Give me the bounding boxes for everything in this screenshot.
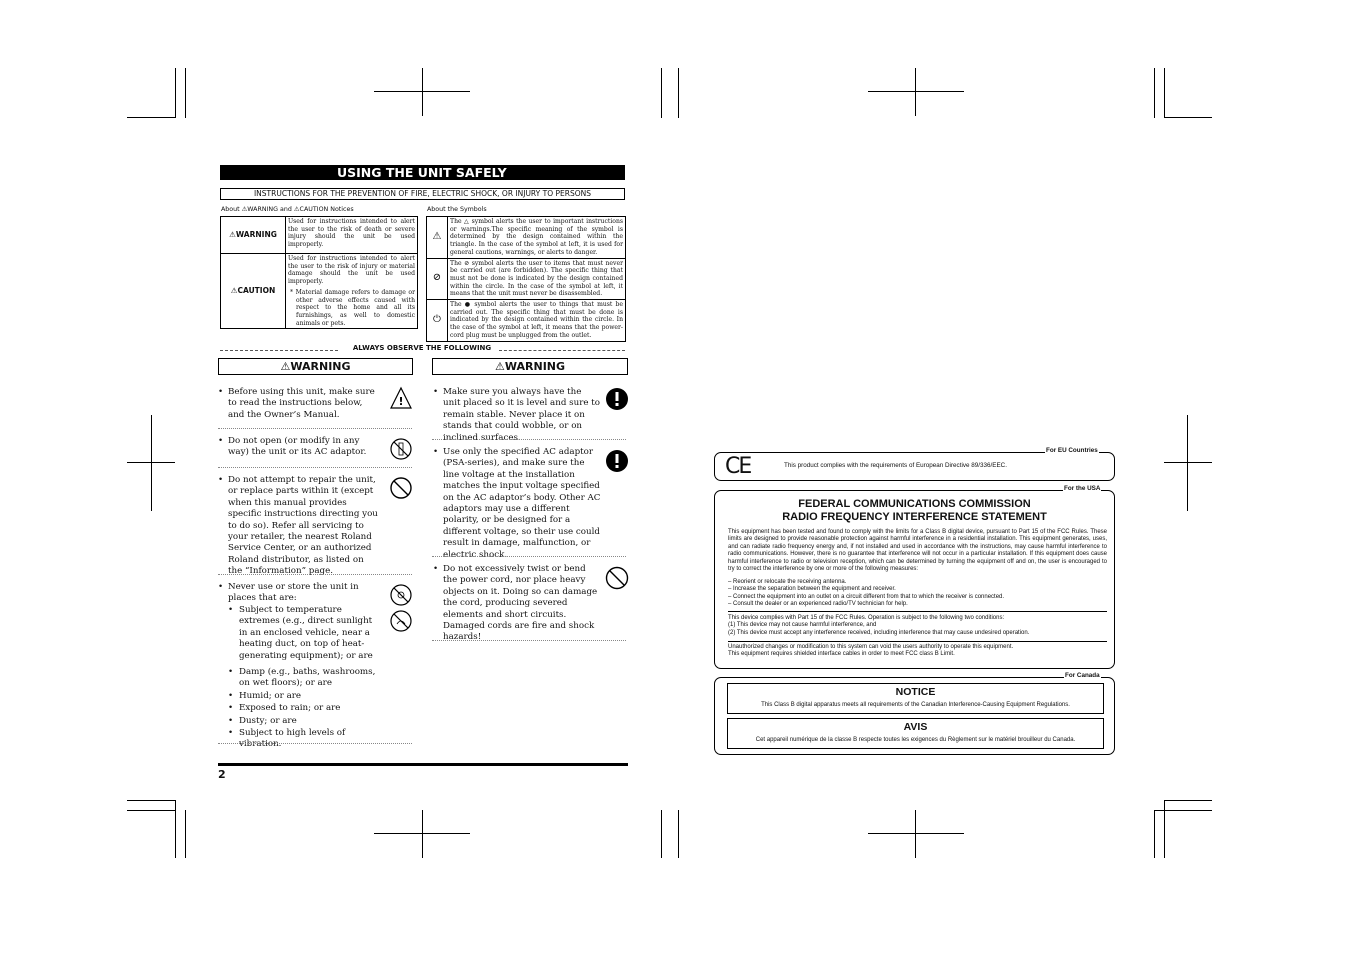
unplug-icon: ⏻ — [433, 313, 441, 325]
fcc-condition: (1) This device may not cause harmful interference, and — [728, 622, 877, 629]
notice-box — [727, 683, 1104, 714]
usa-tag: For the USA — [1064, 485, 1101, 492]
symbol1-pre: The — [450, 218, 462, 225]
symbol-triangle-cell — [427, 217, 448, 259]
symbol3-pre: The — [450, 301, 462, 309]
notices-table — [220, 216, 418, 329]
caution-desc-cell — [286, 254, 418, 329]
sub-list-item: • Dusty; or are — [228, 715, 297, 726]
warning-triangle-icon: ⚠ — [229, 230, 236, 240]
sub-list-item: • Damp (e.g., baths, washrooms, on wet floors); or are — [228, 667, 376, 689]
warning-triangle-icon: ⚠ — [293, 206, 300, 213]
list-item-text: Use only the specified AC adaptor (PSA-series), and make sure the line voltage at the installation matches the input voltage specified on the AC adaptor’s body. Other AC adaptors may use a different polarity, or be designed for a different voltage, so their use could result in damage, malfunction, or electric shock. — [443, 447, 601, 560]
eu-compliance-box — [714, 452, 1115, 481]
fcc-measure: – Increase the separation between the equipment and receiver. — [728, 586, 896, 593]
list-item-text: Make sure you always have the unit placed so it is level and sure to remain stable. Never place it on stands that could wobble, or on inclined surfaces. — [443, 387, 600, 443]
fcc-paragraph: This equipment has been tested and found to comply with the limits for a Class B digital device, pursuant to Part 15 of the FCC Rules. These limits are designed to provide reasonable protection against harmful interference in a residential installation. This equipment generates, uses, and can radiate radio frequency energy and, if not installed and used in accordance with the instructions, may cause harmful interference to radio communications. However, there is no guarantee that interference will not occur in a particular installation. If this equipment does cause harmful interference to radio or television reception, which can be determined by turning the equipment off and on, the user is encouraged to try to correct the interference by one or more of the following measures: — [728, 529, 1107, 573]
symbol2-desc: symbol alerts the user to items that must never be carried out (are forbidden). The specific thing that must not be done is indicated by the design contained within the circle. In the case of the symbol at left, it means that the unit must never be disassembled. — [450, 259, 624, 298]
separator — [432, 439, 626, 440]
page-subtitle: INSTRUCTIONS FOR THE PREVENTION OF FIRE, ELECTRIC SHOCK, OR INJURY TO PERSONS — [220, 188, 625, 200]
separator — [218, 743, 412, 744]
warning-desc: Used for instructions intended to alert the user to the risk of death or severe injury should the unit be used improperly. — [286, 217, 418, 254]
sub-list-item-text: Dusty; or are — [239, 715, 297, 726]
sub-list-item-text: Exposed to rain; or are — [239, 703, 341, 714]
fcc-part15-text: This device complies with Part 15 of the FCC Rules. Operation is subject to the following two conditions: — [728, 615, 1005, 621]
symbol-mandatory-cell — [427, 300, 448, 342]
canada-tag: For Canada — [1065, 672, 1100, 679]
symbol1-cell — [448, 217, 626, 259]
sub-list-item-text: Damp (e.g., baths, washrooms, on wet floors); or are — [239, 667, 376, 689]
warning-triangle-icon: ⚠ — [280, 360, 291, 373]
warning-triangle-icon: ⚠ — [494, 360, 505, 373]
page-title: USING THE UNIT SAFELY — [220, 165, 625, 180]
disassemble-prohibited-icon — [390, 438, 412, 460]
separator — [218, 574, 412, 575]
always-observe-text: ALWAYS OBSERVE THE FOLLOWING — [349, 344, 495, 352]
warning-triangle-icon: ⚠ — [241, 206, 248, 213]
disassemble-prohibited-icon: ⊘ — [432, 272, 442, 284]
symbol3-cell — [448, 300, 626, 342]
eu-text: This product complies with the requirements of European Directive 89/336/EEC. — [784, 462, 1007, 469]
fcc-measure: – Connect the equipment into an outlet on a circuit different from that to which the receiver is connected. — [728, 593, 1005, 600]
warning-header-left — [218, 358, 413, 375]
fcc-unauth-text: Unauthorized changes or modification to this system can void the users authority to operate this equipment. — [728, 644, 1014, 650]
avis-box — [727, 718, 1104, 749]
no-water-icon — [390, 610, 412, 632]
symbol-prohibit-cell — [427, 258, 448, 300]
sub-list-item: • Exposed to rain; or are — [228, 703, 341, 714]
symbol3-desc: symbol alerts the user to things that must be carried out. The specific thing that must be done is indicated by the design contained within the circle. In the case of the symbol at left, it means that the power-cord plug must be unplugged from the outlet. — [450, 301, 624, 339]
sub-list-item-text: Subject to high levels of vibration. — [239, 728, 346, 750]
prohibited-icon — [390, 477, 412, 499]
svg-text:!: ! — [398, 395, 404, 408]
fcc-shield-text: This equipment requires shielded interface cables in order to meet FCC class B Limit. — [728, 651, 955, 658]
footer-rule — [218, 763, 628, 766]
canada-box — [714, 677, 1115, 755]
fcc-title-line2: RADIO FREQUENCY INTERFERENCE STATEMENT — [782, 510, 1047, 523]
notice-text: This Class B digital apparatus meets all requirements of the Canadian Interference-Causing Equipment Regulations. — [761, 702, 1070, 708]
no-sunlight-icon — [390, 584, 412, 606]
notices-heading-caution: CAUTION Notices — [299, 206, 354, 213]
notices-heading-warn: WARNING and — [247, 206, 292, 213]
separator — [218, 467, 412, 468]
avis-text: Cet appareil numérique de la classe B respecte toutes les exigences du Règlement sur le matériel brouilleur du Canada. — [755, 737, 1076, 743]
fcc-unauthorized — [728, 644, 1107, 659]
caution-label-cell — [221, 254, 286, 329]
eu-tag: For EU Countries — [1046, 447, 1098, 454]
separator — [432, 640, 626, 641]
filled-circle-icon: ● — [464, 301, 472, 309]
separator — [218, 428, 412, 429]
list-item-text: Do not attempt to repair the unit, or replace parts within it (except when this manual provides specific instructions directing you to do so). Refer all servicing to your retailer, the nearest Roland Service Center, or an authorized Roland distributor, as listed on the “Information” page. — [228, 475, 378, 577]
warning-triangle-icon: ⚠ — [432, 230, 442, 242]
triangle-icon: △ — [464, 218, 470, 225]
fcc-condition: (2) This device must accept any interference received, including interference that may cause undesired operation. — [728, 629, 1030, 636]
list-item-text: Never use or store the unit in places that are: — [228, 582, 359, 604]
fcc-measures-list — [728, 579, 1107, 609]
list-item-text: Do not open (or modify in any way) the unit or its AC adaptor. — [228, 436, 367, 458]
fcc-part15 — [728, 615, 1107, 637]
caution-desc: Used for instructions intended to alert the user to the risk of injury or material damage should the unit be used improperly. — [288, 255, 415, 286]
fcc-measure: – Consult the dealer or an experienced radio/TV technician for help. — [728, 601, 908, 608]
caution-label: CAUTION — [237, 286, 276, 296]
warning-triangle-icon — [389, 386, 413, 410]
warning-label-cell — [221, 217, 286, 254]
warning-label: WARNING — [235, 230, 277, 240]
list-item-text: Do not excessively twist or bend the power cord, nor place heavy objects on it. Doing so can damage the cord, producing severed elements and short circuits. Damaged cords are fire and shock hazards! — [443, 564, 598, 643]
fcc-measure: – Reorient or relocate the receiving antenna. — [728, 579, 847, 585]
fcc-box — [714, 490, 1115, 669]
dash-divider-right — [499, 350, 625, 351]
prohibited-circle-icon: ⊘ — [464, 259, 470, 267]
sub-list-item: • Subject to high levels of vibration. — [228, 728, 346, 750]
notices-heading-pre: About — [221, 206, 240, 213]
symbol2-pre: The — [450, 259, 462, 267]
notices-heading — [221, 206, 354, 213]
avis-title: AVIS — [903, 721, 928, 733]
warning-header-right — [432, 358, 628, 375]
caution-note: * Material damage refers to damage or other adverse effects caused with respect to the home and all its furnishings, as well to domestic animals or pets. — [290, 288, 415, 327]
prohibited-icon — [605, 566, 629, 590]
sub-list — [228, 605, 383, 751]
notice-title: NOTICE — [895, 686, 936, 698]
page-number: 2 — [218, 768, 226, 781]
warning-header-right-label: WARNING — [504, 360, 566, 373]
sub-list-item-text: Subject to temperature extremes (e.g., direct sunlight in an enclosed vehicle, near a heating duct, on top of heat-generating equipment); or are — [239, 605, 373, 661]
sub-list-item: • Subject to temperature extremes (e.g., direct sunlight in an enclosed vehicle, near a heating duct, on top of heat-generating equipment); or are — [228, 605, 373, 661]
mandatory-icon — [605, 449, 629, 473]
fcc-divider — [728, 641, 1107, 642]
symbol1-desc: symbol alerts the user to important instructions or warnings.The specific meaning of the symbol is determined by the design contained within the triangle. In the case of the symbol at left, it is used for general cautions, warnings, or alerts to danger. — [450, 218, 623, 256]
sub-list-item: • Humid; or are — [228, 690, 302, 701]
warning-triangle-icon: ⚠ — [230, 286, 238, 296]
sub-list-item-text: Humid; or are — [239, 690, 302, 701]
fcc-title — [715, 498, 1114, 523]
symbol2-cell — [448, 258, 626, 300]
symbols-table — [426, 216, 626, 342]
separator — [432, 556, 626, 557]
fcc-title-line1: FEDERAL COMMUNICATIONS COMMISSION — [798, 498, 1031, 510]
mandatory-icon — [605, 387, 629, 411]
list-item-text: Before using this unit, make sure to read the instructions below, and the Owner’s Manual. — [228, 387, 375, 420]
warning-header-left-label: WARNING — [290, 360, 351, 373]
ce-mark-icon: CE — [725, 454, 751, 479]
fcc-divider — [728, 611, 1107, 612]
symbols-heading: About the Symbols — [427, 206, 487, 213]
